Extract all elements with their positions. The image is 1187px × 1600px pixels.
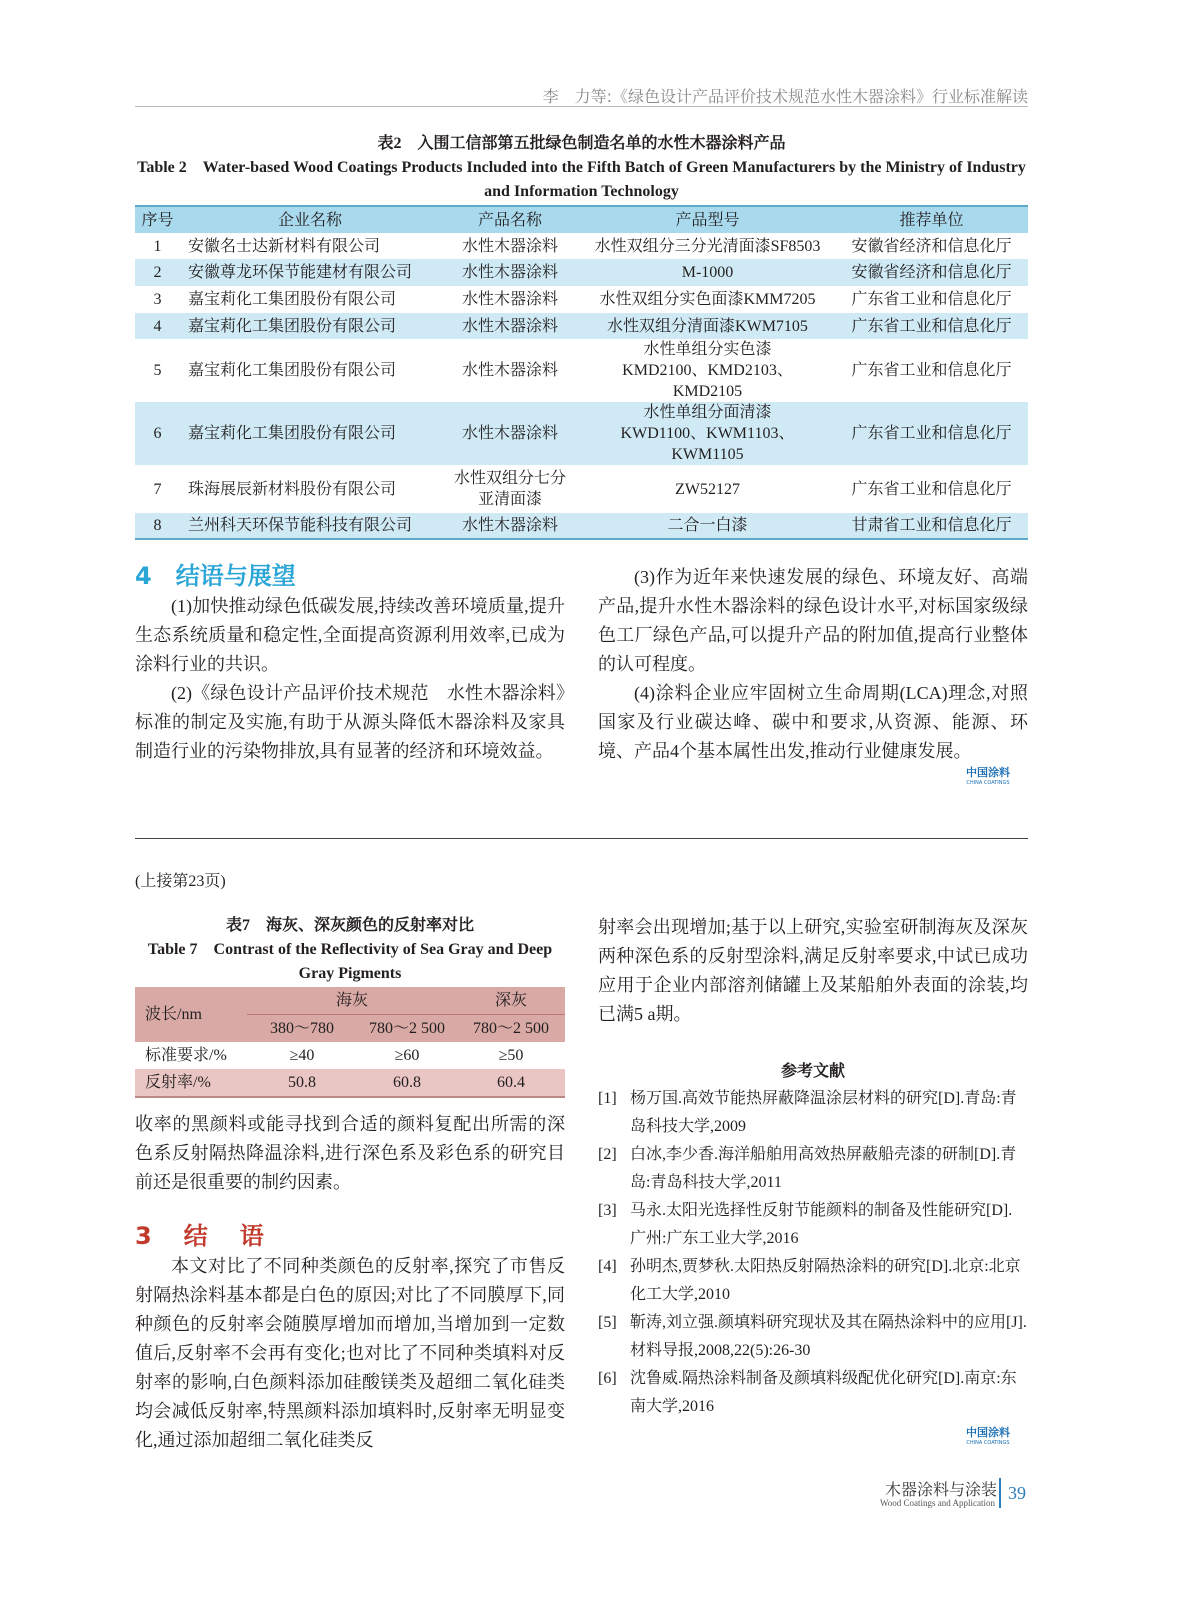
reference-number: [3] [598, 1202, 617, 1219]
reference-number: [6] [598, 1370, 617, 1387]
running-head: 李 力等:《绿色设计产品评价技术规范水性木器涂料》行业标准解读 [542, 87, 1028, 106]
table7 [135, 987, 565, 1098]
table-cell: 水性木器涂料 [461, 264, 558, 281]
row-header: 波长/nm [145, 1006, 202, 1023]
reference-item [598, 1141, 1028, 1197]
table-cell: 嘉宝莉化工集团股份有限公司 [188, 317, 397, 335]
table-cell: 广东省工业和信息化厅 [851, 480, 1012, 498]
table-cell: 广东省工业和信息化厅 [851, 362, 1012, 379]
table-cell: 嘉宝莉化工集团股份有限公司 [188, 291, 397, 308]
page-number: 39 [1008, 1483, 1026, 1503]
continued-from-note: (上接第23页) [135, 873, 226, 890]
table-cell: 兰州科天环保节能科技有限公司 [188, 517, 413, 534]
paragraph: 本文对比了不同种类颜色的反射率,探究了市售反射隔热涂料基本都是白色的原因;对比了不同膜厚下,同种颜色的反射率会随膜厚增加而增加,当增加到一定数值后,反射率不会再有变化;也对比了不同种类填料对反射率的影响,白色颜料添加硅酸镁类及超细二氧化硅类均会减低反射率,特黑颜料添加填料时,反射率无明显变化,通过添加超细二氧化硅类反 [135, 1256, 565, 1450]
table-cell: 安徽省经济和信息化厅 [851, 264, 1012, 281]
table-cell: 3 [153, 291, 162, 308]
table-cell: 广东省工业和信息化厅 [851, 291, 1012, 308]
table-cell: ZW52127 [675, 480, 740, 498]
journal-name-en: Wood Coatings and Application [879, 1498, 995, 1508]
reference-item [598, 1197, 1028, 1253]
table-row: 标准要求/% ≥40 ≥60 ≥50 [145, 1047, 524, 1064]
china-coatings-logo: 中国涂料 CHINA COATINGS [966, 1426, 1010, 1446]
column-header: 推荐单位 [899, 211, 964, 229]
reference-text: 孙明杰,贾梦秋.太阳热反射隔热涂料的研究[D].北京:北京化工大学,2010 [630, 1258, 1021, 1303]
table-cell: 水性木器涂料 [461, 425, 558, 442]
table-cell: 水性木器涂料 [461, 291, 558, 308]
range-header: 780～2 500 [472, 1020, 549, 1037]
table-cell: 广东省工业和信息化厅 [851, 317, 1012, 335]
table-cell: 安徽省经济和信息化厅 [851, 237, 1012, 255]
section4-right-column [598, 563, 1028, 766]
table7-caption-cn: 表7 海灰、深灰颜色的反射率对比 [225, 917, 474, 934]
table-cell: M-1000 [681, 264, 734, 281]
reference-number: [1] [598, 1090, 617, 1107]
table-cell: 水性木器涂料 [461, 237, 558, 255]
paragraph: (1)加快推动绿色低碳发展,持续改善环境质量,提升生态系统质量和稳定性,全面提高资源利用效率,已成为涂料行业的共识。 [135, 596, 565, 674]
section4-left-column [135, 592, 565, 766]
section4-heading: 4 结语与展望 [135, 562, 296, 590]
table-cell: 嘉宝莉化工集团股份有限公司 [188, 362, 397, 379]
journal-name-cn: 木器涂料与涂装 [884, 1480, 997, 1499]
table-row [135, 233, 1028, 259]
left-continuation-text: 收率的黑颜料或能寻找到合适的颜料复配出所需的深色系反射隔热降温涂料,进行深色系及彩色系的研究目前还是很重要的制约因素。 [135, 1114, 565, 1192]
reference-number: [2] [598, 1146, 617, 1163]
group-header: 海灰 [247, 987, 457, 1015]
paragraph: (2)《绿色设计产品评价技术规范 水性木器涂料》标准的制定及实施,有助于从源头降低木器涂料及家具制造行业的污染物排放,具有显著的经济和环境效益。 [135, 683, 565, 761]
table2-caption-cn: 表2 入围工信部第五批绿色制造名单的水性木器涂料产品 [377, 135, 786, 152]
table2 [135, 205, 1028, 540]
reference-item [598, 1253, 1028, 1309]
column-header: 产品名称 [477, 211, 542, 229]
table-cell: 二合一白漆 [667, 517, 748, 534]
table-cell: 水性双组分实色面漆KMM7205 [599, 291, 816, 308]
table-cell: 6 [153, 425, 162, 442]
header-rule [135, 106, 1028, 107]
table-cell: 2 [153, 264, 162, 281]
paragraph: (3)作为近年来快速发展的绿色、环境友好、高端产品,提升水性木器涂料的绿色设计水平,对标国家级绿色工厂绿色产品,可以提升产品的附加值,提高行业整体的认可程度。 [598, 567, 1028, 674]
table-cell: 嘉宝莉化工集团股份有限公司 [188, 425, 397, 442]
footer-divider [999, 1478, 1001, 1508]
table-row [135, 513, 1028, 539]
section3-heading: 3 结 语 [135, 1222, 268, 1250]
reference-text: 靳涛,刘立强.颜填料研究现状及其在隔热涂料中的应用[J].材料导报,2008,22(5):26-30 [630, 1314, 1027, 1359]
table-row [135, 259, 1028, 286]
reference-item [598, 1309, 1028, 1365]
table-row: 反射率/% 50.8 60.8 60.4 [135, 1069, 565, 1097]
table-cell: 水性双组分七分亚清面漆 [453, 470, 566, 508]
table-row [135, 286, 1028, 313]
table-cell: 广东省工业和信息化厅 [851, 425, 1012, 442]
references-list [598, 1085, 1028, 1421]
table7-caption [135, 914, 565, 986]
reference-text: 白冰,李少香.海洋船舶用高效热屏蔽船壳漆的研制[D].青岛:青岛科技大学,2011 [630, 1146, 1017, 1191]
table-row [135, 402, 1028, 465]
reference-text: 杨万国.高效节能热屏蔽降温涂层材料的研究[D].青岛:青岛科技大学,2009 [630, 1090, 1017, 1135]
range-header: 380～780 [269, 1020, 334, 1037]
table2-caption [135, 132, 1028, 204]
table-cell: 4 [153, 317, 162, 335]
references-title: 参考文献 [780, 1063, 845, 1080]
table-cell: 8 [153, 517, 162, 534]
table7-caption-en: Table 7 Contrast of the Reflectivity of Sea Gray and Deep Gray Pigments [147, 941, 553, 982]
table-cell: 水性单组分实色漆 KMD2100、KMD2103、KMD2105 [622, 341, 793, 400]
table-cell: 水性双组分三分光清面漆SF8503 [594, 237, 821, 255]
range-header: 780～2 500 [368, 1020, 445, 1037]
reference-number: [5] [598, 1314, 617, 1331]
china-coatings-logo: 中国涂料 CHINA COATINGS [966, 766, 1010, 786]
section-divider [135, 838, 1028, 839]
table-cell: 安徽尊龙环保节能建材有限公司 [188, 264, 413, 281]
table-cell: 水性单组分面清漆 KWD1100、KWM1103、KWM1105 [620, 404, 795, 463]
column-header: 序号 [141, 211, 174, 229]
reference-item [598, 1365, 1028, 1421]
table-cell: 水性木器涂料 [461, 517, 558, 534]
section3-body [135, 1252, 565, 1455]
reference-text: 马永.太阳光选择性反射节能颜料的制备及性能研究[D].广州:广东工业大学,2016 [630, 1202, 1013, 1247]
paragraph: (4)涂料企业应牢固树立生命周期(LCA)理念,对照国家及行业碳达峰、碳中和要求,从资源、能源、环境、产品4个基本属性出发,推动行业健康发展。 [598, 683, 1028, 761]
column-header: 企业名称 [277, 211, 342, 229]
table-cell: 甘肃省工业和信息化厅 [851, 517, 1012, 534]
table2-caption-en: Table 2 Water-based Wood Coatings Products Included into the Fifth Batch of Green Manufacturers by the Ministry of Industry and Information Technology [137, 159, 1026, 200]
table-cell: 水性木器涂料 [461, 362, 558, 379]
group-header: 深灰 [457, 987, 565, 1015]
table-cell: 珠海展辰新材料股份有限公司 [188, 480, 397, 498]
reference-number: [4] [598, 1258, 617, 1275]
table-cell: 7 [153, 480, 162, 498]
table-cell: 5 [153, 362, 162, 379]
table-row [135, 465, 1028, 513]
table-cell: 水性双组分清面漆KWM7105 [607, 317, 808, 335]
column-header: 产品型号 [675, 211, 740, 229]
table-cell: 水性木器涂料 [461, 317, 558, 335]
table-row [135, 339, 1028, 402]
table-cell: 安徽名士达新材料有限公司 [188, 237, 381, 255]
reference-item [598, 1085, 1028, 1141]
table-row [135, 313, 1028, 339]
section3-continuation: 射率会出现增加;基于以上研究,实验室研制海灰及深灰两种深色系的反射型涂料,满足反射率要求,中试已成功应用于企业内部溶剂储罐上及某船舶外表面的涂装,均已满5 a期。 [598, 917, 1028, 1024]
reference-text: 沈鲁威.隔热涂料制备及颜填料级配优化研究[D].南京:东南大学,2016 [630, 1370, 1017, 1415]
table-cell: 1 [153, 237, 162, 255]
